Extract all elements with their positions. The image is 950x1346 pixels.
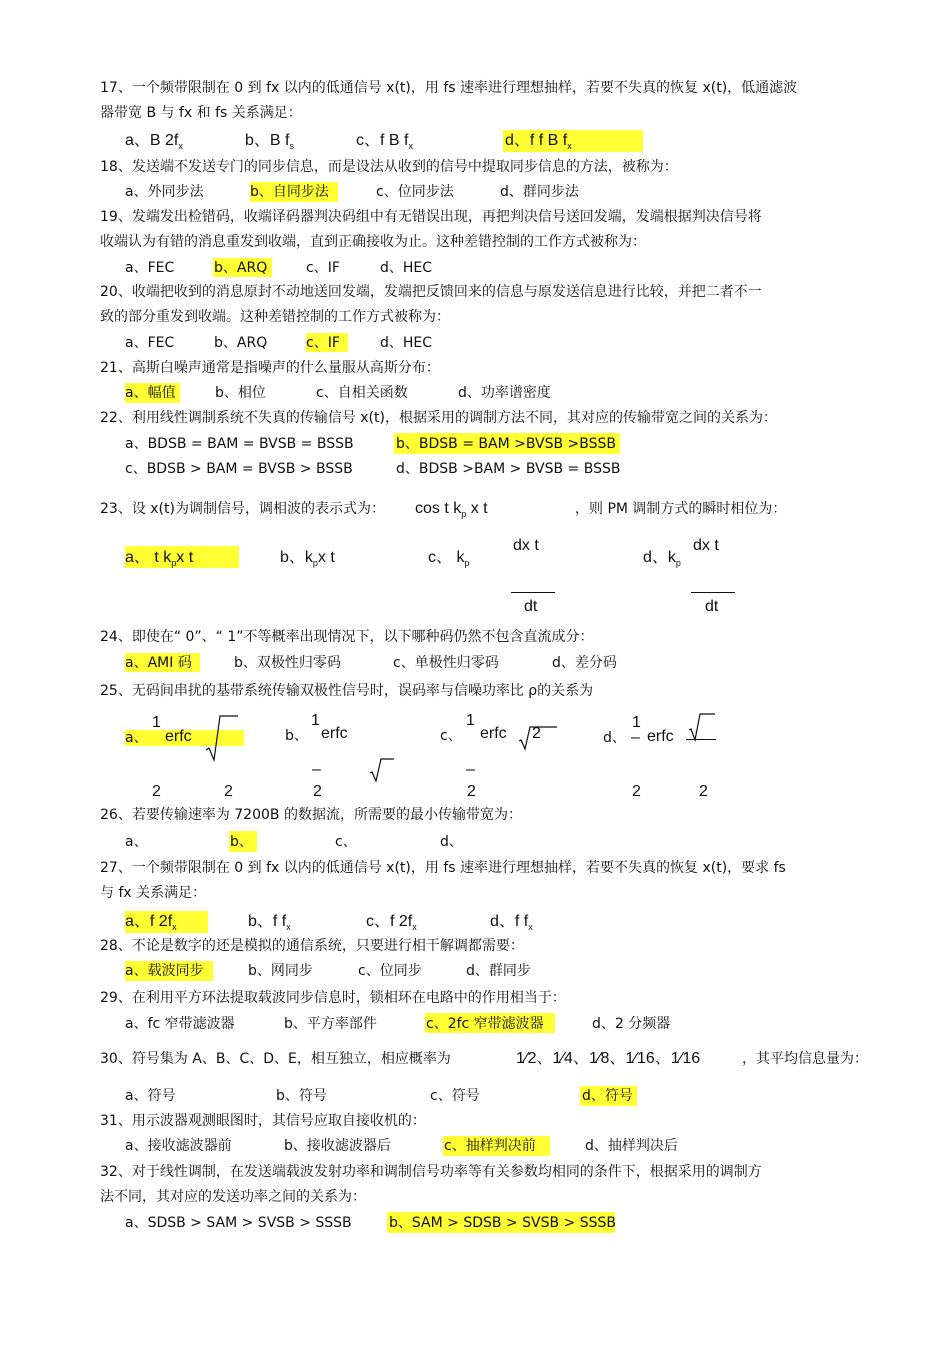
q25-option-d-one: 1 [632, 714, 641, 731]
q28-option-b[interactable]: b、网同步 [248, 963, 313, 979]
q24-option-b[interactable]: b、双极性归零码 [234, 655, 341, 671]
q17-option-b[interactable]: b、B $f_s$ [245, 132, 294, 151]
q25-option-a-two-1: 2 [152, 783, 161, 800]
q23-option-c[interactable]: c、 $k_p$ [428, 549, 470, 568]
q31-option-b[interactable]: b、接收滤波器后 [284, 1138, 391, 1154]
q30-option-b[interactable]: b、符号 [276, 1088, 327, 1104]
q24-option-c[interactable]: c、单极性归零码 [393, 655, 499, 671]
q20-option-d[interactable]: d、HEC [380, 335, 433, 351]
q23-option-d-fraction-bar [691, 592, 735, 593]
q25-option-b-sqrt-icon [369, 757, 395, 783]
q25-option-d-label[interactable]: d、 [603, 730, 626, 746]
q25-option-b-dash: – [312, 761, 321, 778]
q29-option-c[interactable]: c、2fc 窄带滤波器 [426, 1016, 544, 1032]
q22-stem: 22、利用线性调制系统不失真的传输信号 x(t)，根据采用的调制方法不同，其对应的传输带宽之间的关系为： [100, 410, 777, 426]
q29-stem: 29、在利用平方环法提取载波同步信息时，锁相环在电路中的作用相当于： [100, 990, 566, 1006]
q27-option-c[interactable]: c、f $2f_x$ [366, 913, 417, 932]
q25-option-b-erfc: erfc [321, 725, 348, 742]
q23-option-d[interactable]: d、$k_p$ [643, 549, 681, 568]
q23-option-d-numerator: dx t [693, 537, 719, 554]
q26-option-b[interactable]: b、 [230, 834, 253, 850]
q26-option-c[interactable]: c、 [335, 834, 357, 850]
q20-stem-line2: 致的部分重发到收端。这种差错控制的工作方式被称为： [100, 309, 450, 325]
q31-stem: 31、用示波器观测眼图时，其信号应取自接收机的： [100, 1113, 426, 1129]
q18-option-b[interactable]: b、自同步法 [250, 184, 329, 200]
q25-stem: 25、无码间串扰的基带系统传输双极性信号时，误码率与信噪功率比 ρ的关系为 [100, 683, 594, 699]
q20-option-b[interactable]: b、ARQ [214, 335, 268, 351]
q28-stem: 28、不论是数字的还是模拟的通信系统，只要进行相干解调都需要： [100, 938, 524, 954]
q30-stem: 30、符号集为 A、B、C、D、E，相互独立，相应概率为 [100, 1051, 451, 1067]
q29-option-d[interactable]: d、2 分频器 [592, 1016, 671, 1032]
q25-option-c-label[interactable]: c、 [440, 728, 462, 744]
q18-stem: 18、发送端不发送专门的同步信息，而是设法从收到的信号中提取同步信息的方法，被称为： [100, 159, 678, 175]
q17-option-d[interactable]: d、f f B $f_x$ [505, 132, 572, 151]
q21-option-a[interactable]: a、幅值 [125, 385, 176, 401]
q31-option-a[interactable]: a、接收滤波器前 [125, 1138, 232, 1154]
q25-option-c-erfc: erfc [480, 725, 507, 742]
q21-option-d[interactable]: d、功率谱密度 [458, 385, 551, 401]
q25-option-a-one: 1 [152, 714, 161, 731]
q27-option-a[interactable]: a、f $2f_x$ [125, 913, 177, 932]
q27-stem-line1: 27、一个频带限制在 0 到 fx 以内的低通信号 x(t)，用 fs 速率进行理想抽样，若要不失真的恢复 x(t)，要求 fs [100, 860, 786, 876]
q17-stem-line2: 器带宽 B 与 fx 和 fs 关系满足： [100, 105, 302, 121]
q30-probabilities: 1∕2、1∕4、1∕8、1∕16、1∕16 [516, 1050, 701, 1067]
q28-option-d[interactable]: d、群同步 [466, 963, 531, 979]
q25-option-a-sqrt-icon [205, 714, 239, 762]
q25-option-c-two-inner: 2 [532, 725, 541, 742]
q22-option-a[interactable]: a、BDSB = BAM = BVSB = BSSB [125, 436, 354, 452]
q25-option-b-one: 1 [311, 712, 320, 729]
q22-option-b[interactable]: b、BDSB = BAM >BVSB >BSSB [396, 436, 616, 452]
q23-stem-end: ，则 PM 调制方式的瞬时相位为： [575, 501, 787, 517]
q23-stem: 23、设 x(t)为调制信号，调相波的表示式为： [100, 501, 385, 517]
q23-option-b[interactable]: b、$k_px$ t [280, 549, 335, 568]
q25-option-d-fraction-bar [686, 739, 716, 740]
q23-pm-formula: cos t $k_p$ x t [415, 500, 488, 519]
q31-option-c[interactable]: c、抽样判决前 [444, 1138, 536, 1154]
q20-option-a[interactable]: a、FEC [125, 335, 175, 351]
q25-option-a-two-2: 2 [224, 783, 233, 800]
q19-stem-line2: 收端认为有错的消息重发到收端，直到正确接收为止。这种差错控制的工作方式被称为： [100, 234, 646, 250]
q20-stem-line1: 20、收端把收到的消息原封不动地送回发端，发端把反馈回来的信息与原发送信息进行比较，并把二者不一 [100, 284, 762, 300]
q26-stem: 26、若要传输速率为 7200B 的数据流，所需要的最小传输带宽为： [100, 807, 522, 823]
q32-stem-line2: 法不同，其对应的发送功率之间的关系为： [100, 1189, 366, 1205]
q23-option-a[interactable]: a、 t $k_px$ t [125, 549, 194, 568]
q25-option-d-sqrt-icon [688, 712, 716, 742]
q27-option-b[interactable]: b、f $f_x$ [248, 913, 291, 932]
q19-option-a[interactable]: a、FEC [125, 260, 175, 276]
q26-option-a[interactable]: a、 [125, 834, 148, 850]
q21-option-c[interactable]: c、自相关函数 [316, 385, 408, 401]
q28-option-a[interactable]: a、载波同步 [125, 963, 204, 979]
q30-stem-end: ，其平均信息量为： [742, 1051, 868, 1067]
q32-option-a[interactable]: a、SDSB > SAM > SVSB > SSSB [125, 1215, 352, 1231]
q21-stem: 21、高斯白噪声通常是指噪声的什么量服从高斯分布： [100, 360, 440, 376]
q28-option-c[interactable]: c、位同步 [358, 963, 422, 979]
q31-option-d[interactable]: d、抽样判决后 [585, 1138, 678, 1154]
q32-option-b[interactable]: b、SAM > SDSB > SVSB > SSSB [389, 1215, 616, 1231]
q29-option-a[interactable]: a、fc 窄带滤波器 [125, 1016, 235, 1032]
q25-option-a-label[interactable]: a、 [125, 730, 148, 746]
q17-option-a[interactable]: a、B $2f_x$ [125, 132, 183, 151]
q20-option-c[interactable]: c、IF [306, 335, 340, 351]
q25-option-c-two: 2 [467, 783, 476, 800]
q23-option-d-denominator: dt [705, 598, 719, 615]
q23-option-c-numerator: dx t [513, 537, 539, 554]
q30-option-a[interactable]: a、符号 [125, 1088, 176, 1104]
q25-option-d-dash: – [631, 729, 640, 746]
q25-option-d-two-1: 2 [632, 783, 641, 800]
q25-option-b-two: 2 [313, 783, 322, 800]
q22-option-c[interactable]: c、BDSB > BAM = BVSB > BSSB [125, 461, 353, 477]
q18-option-c[interactable]: c、位同步法 [376, 184, 454, 200]
q32-stem-line1: 32、对于线性调制，在发送端载波发射功率和调制信号功率等有关参数均相同的条件下，根据采用的调制方 [100, 1164, 762, 1180]
q17-stem-line1: 17、一个频带限制在 0 到 fx 以内的低通信号 x(t)，用 fs 速率进行理想抽样，若要不失真的恢复 x(t)，低通滤波 [100, 80, 798, 96]
q19-stem-line1: 19、发端发出检错码，收端译码器判决码组中有无错误出现，再把判决信号送回发端，发端根据判决信号将 [100, 209, 762, 225]
q29-option-b[interactable]: b、平方率部件 [284, 1016, 377, 1032]
q25-option-d-erfc: erfc [647, 728, 674, 745]
q26-option-d[interactable]: d、 [440, 834, 463, 850]
q19-option-b[interactable]: b、ARQ [214, 260, 268, 276]
q23-option-c-denominator: dt [524, 598, 538, 615]
q27-stem-line2: 与 fx 关系满足： [100, 885, 207, 901]
q25-option-b-label[interactable]: b、 [285, 728, 308, 744]
q18-option-a[interactable]: a、外同步法 [125, 184, 204, 200]
q22-option-d[interactable]: d、BDSB >BAM > BVSB = BSSB [396, 461, 621, 477]
q24-option-d[interactable]: d、差分码 [552, 655, 617, 671]
q18-option-d[interactable]: d、群同步法 [500, 184, 579, 200]
q25-option-a-erfc: erfc [165, 728, 192, 745]
q27-option-d[interactable]: d、f $f_x$ [490, 913, 533, 932]
q21-option-b[interactable]: b、相位 [215, 385, 266, 401]
q25-option-c-one: 1 [466, 712, 475, 729]
q24-option-a[interactable]: a、AMI 码 [125, 655, 192, 671]
q19-option-d[interactable]: d、HEC [380, 260, 433, 276]
q30-option-d[interactable]: d、符号 [582, 1088, 633, 1104]
q24-stem: 24、即使在“ 0”、“ 1”不等概率出现情况下，以下哪种码仍然不包含直流成分： [100, 629, 594, 645]
q30-option-c[interactable]: c、符号 [430, 1088, 480, 1104]
q25-option-c-dash: – [466, 761, 475, 778]
q19-option-c[interactable]: c、IF [306, 260, 340, 276]
q25-option-d-two-2: 2 [699, 783, 708, 800]
q17-option-c[interactable]: c、f B $f_x$ [356, 132, 413, 151]
q23-option-c-fraction-bar [511, 592, 555, 593]
